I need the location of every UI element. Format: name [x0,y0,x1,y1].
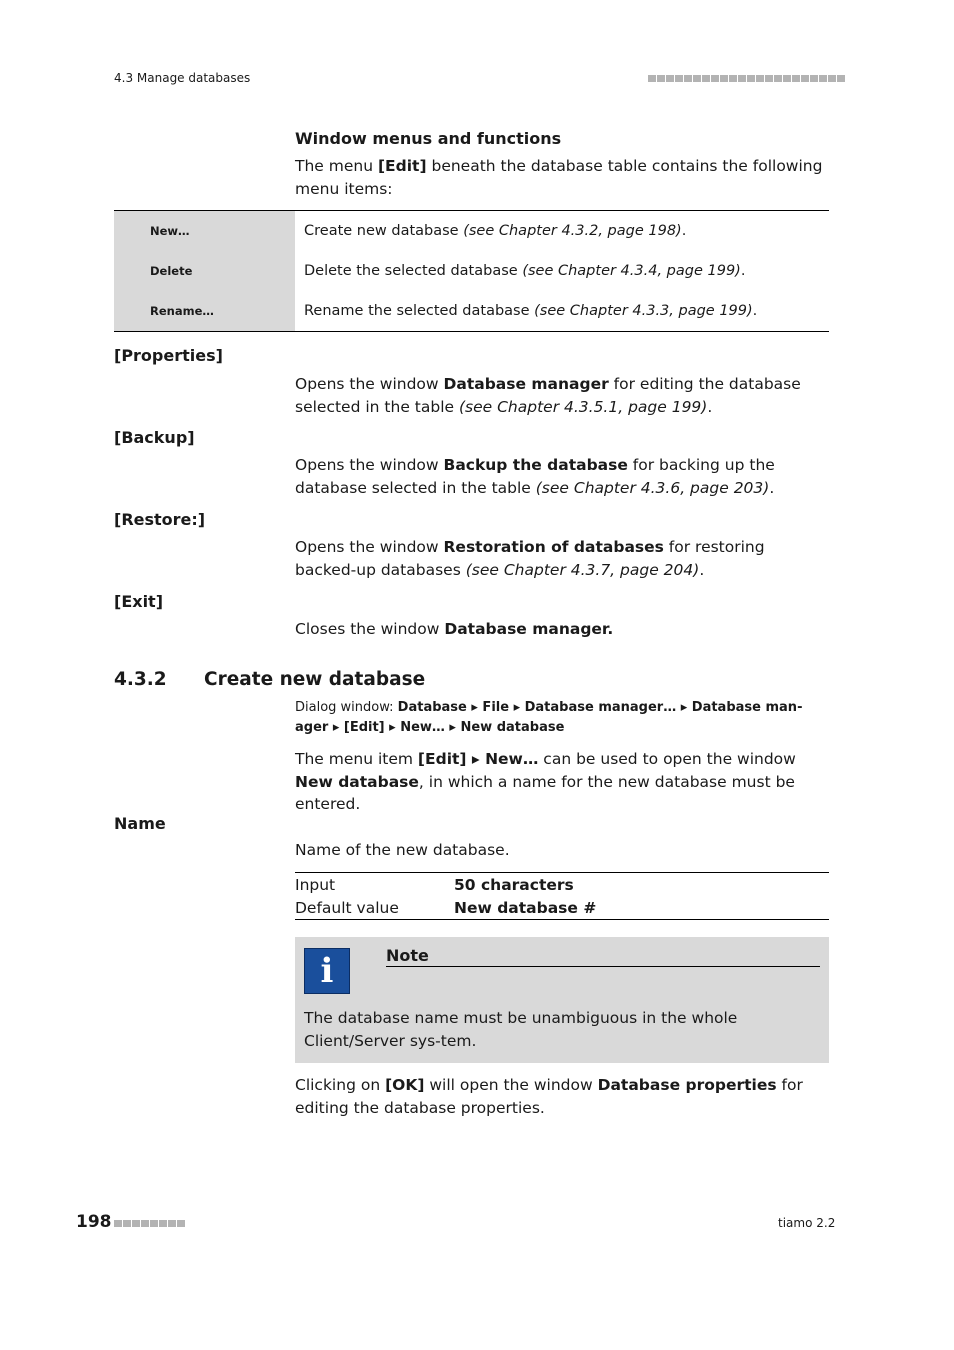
param-name-label: Name [114,814,166,833]
table-row [295,873,829,897]
footer-decoration [114,1220,185,1227]
term-backup: [Backup] [114,428,195,447]
menu-items-table [114,210,829,332]
note-box [295,937,829,1063]
term-restore: [Restore:] [114,510,206,529]
spec-key: Input [295,875,336,894]
section-paragraph: The menu item [Edit] ▸ New… can be used to open the window New database, in which a name for the new database must be entered. [295,750,796,813]
table-row [295,896,829,920]
term-description: Closes the window Database manager. [295,620,614,638]
section-number: 4.3.2 [114,669,167,690]
running-header-section: 4.3 Manage databases [114,71,251,85]
param-name-description: Name of the new database. [295,841,510,859]
closing-paragraph: Clicking on [OK] will open the window Database properties for editing the database properties. [295,1076,803,1117]
spec-key: Default value [295,898,399,917]
note-title: Note [386,946,820,967]
menu-item-description: Create new database (see Chapter 4.3.2, page 198). [304,223,687,239]
spec-value: 50 characters [454,875,574,894]
term-properties: [Properties] [114,346,223,365]
window-menus-intro: The menu [Edit] beneath the database table contains the following menu items: [295,157,823,198]
term-exit: [Exit] [114,592,164,611]
cross-reference[interactable]: (see Chapter 4.3.7, page 204) [465,560,700,579]
menu-item-description: Rename the selected database (see Chapter 4.3.3, page 199). [304,303,758,319]
table-row [114,251,829,291]
cross-reference[interactable]: (see Chapter 4.3.4, page 199) [522,263,741,279]
product-name: tiamo 2.2 [778,1216,836,1230]
table-row [114,211,829,252]
dialog-window-path: Dialog window: Database ▸ File ▸ Database manager… ▸ Database man- ager ▸ [Edit] ▸ New… ▸ New database [295,700,803,735]
menu-item-delete: Delete [114,251,295,291]
section-title: Create new database [204,669,426,690]
cross-reference[interactable]: (see Chapter 4.3.5.1, page 199) [458,397,708,416]
param-spec-table [295,872,829,920]
note-body: The database name must be unambiguous in the whole Client/Server sys-tem. [304,1009,738,1050]
term-description: Opens the window Database manager for editing the database selected in the table (see Chapter 4.3.5.1, page 199). [295,375,801,416]
info-icon: i [304,948,350,994]
menu-item-description: Delete the selected database (see Chapter 4.3.4, page 199). [304,263,746,279]
table-row [114,291,829,332]
term-description: Opens the window Backup the database for backing up the database selected in the table (see Chapter 4.3.6, page 203). [295,456,775,497]
cross-reference[interactable]: (see Chapter 4.3.6, page 203) [535,478,770,497]
term-description: Opens the window Restoration of databases for restoring backed-up databases (see Chapter 4.3.7, page 204). [295,538,765,579]
menu-item-new: New… [114,211,295,252]
cross-reference[interactable]: (see Chapter 4.3.2, page 198) [463,223,682,239]
menu-item-rename: Rename… [114,291,295,332]
cross-reference[interactable]: (see Chapter 4.3.3, page 199) [534,303,753,319]
window-menus-heading: Window menus and functions [295,129,562,148]
spec-value: New database # [454,898,597,917]
header-decoration [648,75,845,82]
page-number: 198 [76,1212,112,1232]
